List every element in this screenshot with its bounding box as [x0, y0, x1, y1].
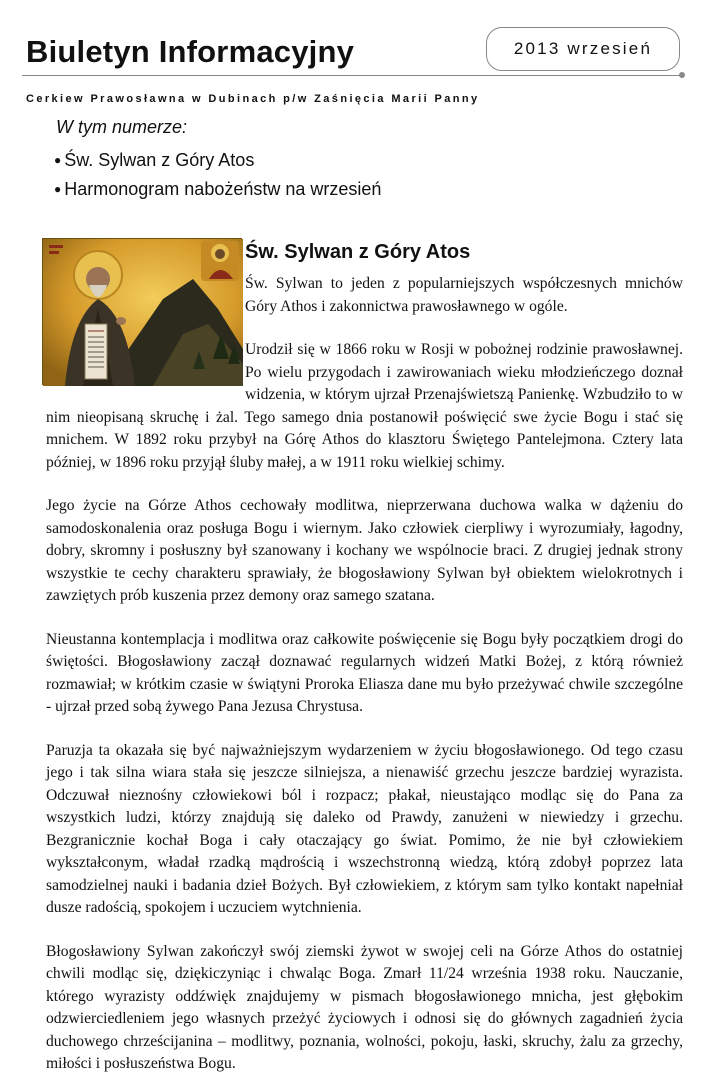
article-paragraph: Błogosławiony Sylwan zakończył swój ziemski żywot w swojej celi na Górze Athos do ostatniej chwili modląc się, dziękiczyniąc i chwaląc Boga. Zmarł 11/24 września 1938 roku. Nauczanie, którego wyrazisty oddźwięk znajdujemy w pismach błogosławionego mnicha, jest głębokim odzwierciedleniem jego własnych przeżyć życiowych i odnosi się do głównych zagadnień życia duchowego chrześcijanina – modlitwy, poznania, wolności, pokoju, łaski, skruchy, żalu za grzechy, miłości i posłuszeństwa Bogu.	[46, 942, 683, 1072]
header-divider	[22, 75, 682, 76]
article-paragraph: Nieustanna kontemplacja i modlitwa oraz całkowite poświęcenie się Bogu były początkiem drogi do świętości. Błogosławiony zaczął doznawać regularnych widzeń Matki Bożej, z którą również rozmawiał; w krótkim czasie w świątyni Proroka Eliasza dane mu było przeżywać chwile szczególne - ujrzał przed sobą żywego Pana Jezusa Chrystusa.	[46, 630, 683, 715]
issue-date-text: 2013 wrzesień	[513, 39, 653, 58]
toc-item	[54, 147, 381, 176]
toc-item-text: Harmonogram nabożeństw na wrzesień	[64, 179, 382, 199]
article-body	[46, 238, 683, 1076]
church-subtitle: Cerkiew Prawosławna w Dubinach p/w Zaśnięcia Marii Panny	[26, 93, 480, 105]
newsletter-title: Biuletyn Informacyjny	[26, 34, 355, 69]
toc-heading-colon: :	[182, 117, 188, 137]
toc-item-text: Św. Sylwan z Góry Atos	[64, 150, 255, 170]
article-paragraph: Paruzja ta okazała się być najważniejszym wydarzeniem w życiu błogosławionego. Od tego czasu jego i tak silna wiara stała się jeszcze silniejsza, a nienawiść grzechu jeszcze bardziej wyrazista. Odczuwał nieznośny człowiekowi ból i rozpacz; płakał, nieustająco modląc się do Pana za wszystkich ludzi, którzy znajdują się daleko od Prawdy, zanużeni w niewiedzy i grzechu. Bezgranicznie kochał Boga i cały otaczający go świat. Pomimo, że nie był człowiekiem wykształconym, władał rzadką mądrością i wszechstronną wiedzą, którą zdobył poprzez lata samodzielnej nauki i badania dzieł Bożych. Był człowiekiem, z którym sam tylko kontakt napełniał dusze radością, spokojem i uczuciem wytchnienia.	[46, 741, 683, 916]
image-float-spacer	[46, 238, 245, 385]
article-paragraph: Jego życie na Górze Athos cechowały modlitwa, nieprzerwana duchowa walka w dążeniu do samodoskonalenia oraz posługa Bogu i wiernym. Jako człowiek cierpliwy i wyrozumiały, łagodny, dobry, skromny i posłuszny był szanowany i kochany we wspólnocie braci. Z drugiej jednak strony wszystkie te cechy charakteru sprawiały, że błogosławiony Sylwan był obiektem wielokrotnych i zawziętych prób kuszenia przez demony oraz samego szatana.	[46, 497, 683, 604]
toc-list	[54, 147, 381, 205]
issue-date-badge	[486, 27, 680, 71]
header-divider-dot	[679, 72, 685, 78]
toc-heading-text: W tym numerze	[56, 117, 183, 137]
toc-item	[54, 176, 381, 205]
toc-heading	[56, 117, 187, 138]
bullet-icon: ●	[54, 182, 62, 196]
article-heading: Św. Sylwan z Góry Atos	[245, 241, 471, 263]
article-paragraph: Urodził się w 1866 roku w Rosji w pobożnej rodzinie prawosławnej. Po wielu przygodach i zawirowaniach wieku młodzieńczego doznał widzenia, w którym ujrzał Przenajświetszą Panienkę. Wzbudziło to w nim nieopisaną skruchę i żal. Tego samego dnia postanowił poświęcić swe życie Bogu i stać się mnichem. W 1892 roku przybył na Górę Athos do klasztoru Świętego Pantelejmona. Cztery lata później, w 1896 roku przyjął śluby małej, a w 1911 roku wielkiej schimy.	[46, 341, 683, 471]
bullet-icon: ●	[54, 153, 62, 167]
article-paragraph: Św. Sylwan to jeden z popularniejszych współczesnych mnichów Góry Athos i zakonnictwa prawosławnego w ogóle.	[245, 275, 683, 315]
